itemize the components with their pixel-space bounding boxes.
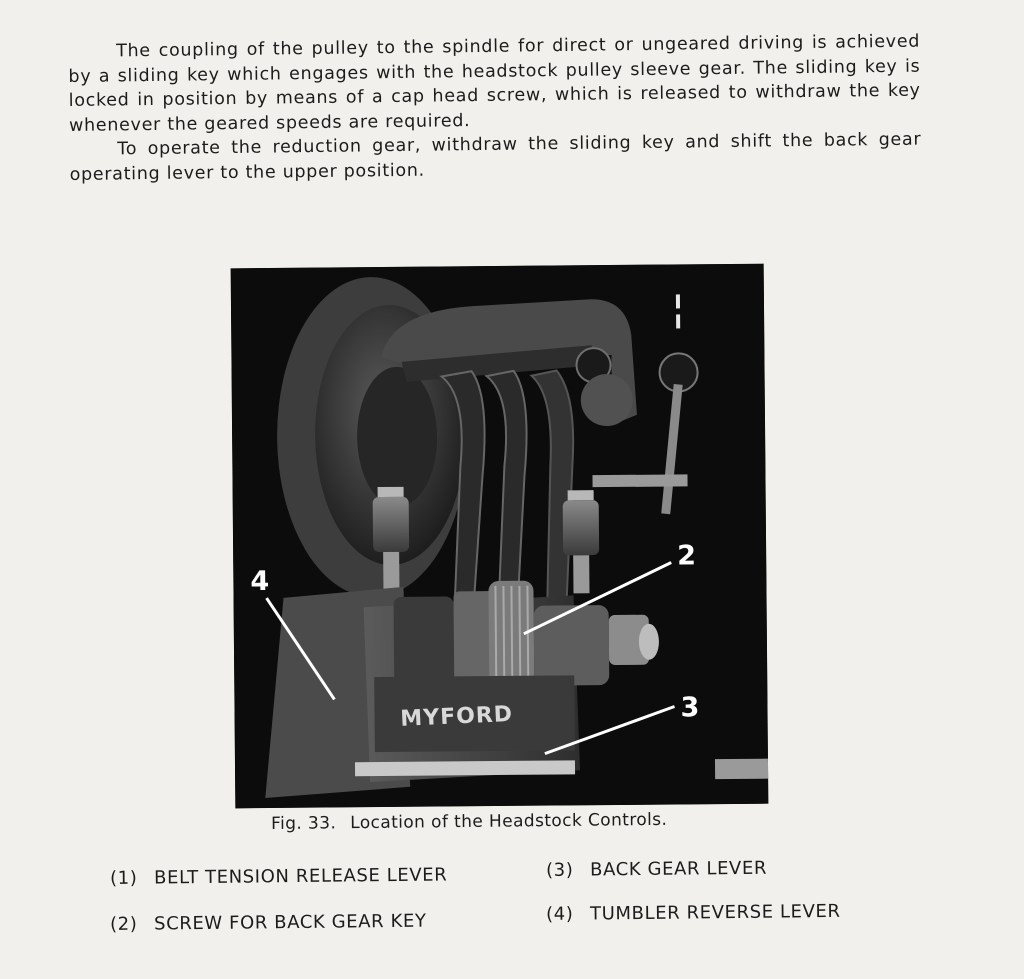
callout-3-label: 3 [680, 692, 700, 724]
callout-2-label: 2 [677, 540, 697, 572]
callout-4-label: 4 [250, 566, 270, 598]
legend-number: (4) [546, 903, 574, 925]
figure-number: Fig. 33. [271, 813, 337, 834]
paragraph-reduction-gear: To operate the reduction gear, withdraw the sliding key and shift the back gear operating lever to the upper position. [69, 129, 922, 185]
legend-label: BELT TENSION RELEASE LEVER [153, 864, 448, 889]
paragraph-coupling: The coupling of the pulley to the spindle for direct or ungeared driving is achieved by a sliding key which engages with the headstock pulley sleeve gear. The sliding key is locked in position by means of a cap head screw, which is released to withdraw the key whenever the geared speeds are required. [68, 31, 921, 136]
legend-item-4 [546, 901, 841, 925]
figure-caption-text: Location of the Headstock Controls. [350, 809, 668, 834]
legend-item-3 [546, 858, 767, 881]
headstock-photo [231, 264, 769, 809]
figure-caption [271, 810, 667, 834]
legend-number: (2) [110, 913, 138, 935]
legend-item-2 [110, 911, 427, 935]
legend-number: (3) [546, 859, 574, 881]
legend-label: SCREW FOR BACK GEAR KEY [153, 910, 427, 935]
legend-label: TUMBLER REVERSE LEVER [589, 900, 841, 925]
legend-label: BACK GEAR LEVER [589, 857, 768, 881]
body-text [68, 30, 922, 187]
myford-brand-plate: MYFORD [399, 701, 514, 732]
legend-number: (1) [110, 867, 138, 889]
legend-item-1 [110, 864, 447, 889]
